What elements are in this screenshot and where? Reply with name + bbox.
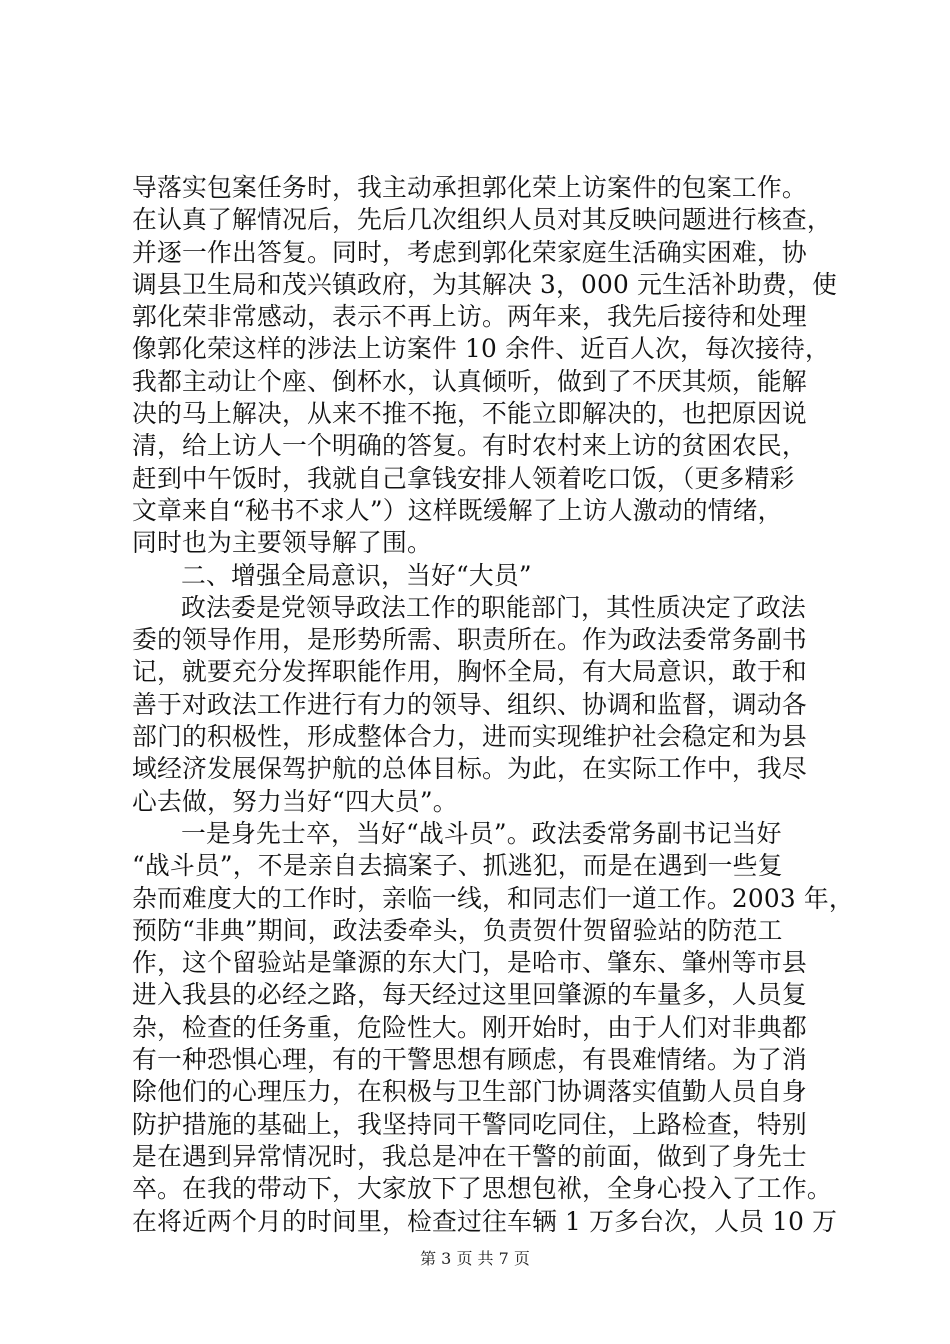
text-line: 心去做，努力当好“四大员”。	[132, 786, 458, 816]
text-line: 赶到中午饭时，我就自己拿钱安排人领着吃口饭，（更多精彩	[132, 463, 795, 493]
text-line: 文章来自“秘书不求人”）这样既缓解了上访人激动的情绪，	[132, 495, 783, 525]
text-line: 二、增强全局意识，当好“大员”	[181, 560, 532, 590]
text-line: 清，给上访人一个明确的答复。有时农村来上访的贫困农民，	[132, 431, 807, 461]
text-line: 进入我县的必经之路，每天经过这里回肇源的车量多，人员复	[132, 980, 807, 1010]
text-line: 我都主动让个座、倒杯水，认真倾听，做到了不厌其烦，能解	[132, 366, 807, 396]
text-line: 决的马上解决，从来不推不拖，不能立即解决的，也把原因说	[132, 399, 807, 429]
text-line: 是在遇到异常情况时，我总是冲在干警的前面，做到了身先士	[132, 1141, 807, 1171]
text-line: 在将近两个月的时间里，检查过往车辆 1 万多台次，人员 10 万	[132, 1206, 838, 1236]
text-line: 像郭化荣这样的涉法上访案件 10 余件、近百人次，每次接待，	[132, 334, 831, 364]
text-line: 同时也为主要领导解了围。	[132, 528, 432, 558]
text-line: 预防“非典”期间，政法委牵头，负责贺什贺留验站的防范工	[132, 915, 783, 945]
page-footer: 第 3 页 共 7 页	[420, 1249, 530, 1268]
text-line: 部门的积极性，形成整体合力，进而实现维护社会稳定和为县	[132, 722, 807, 752]
text-line: 导落实包案任务时，我主动承担郭化荣上访案件的包案工作。	[132, 173, 807, 202]
text-line: 调县卫生局和茂兴镇政府，为其解决 3，000 元生活补助费，使	[132, 269, 837, 299]
text-line: 作，这个留验站是肇源的东大门，是哈市、肇东、肇州等市县	[132, 948, 807, 978]
text-line: 委的领导作用，是形势所需、职责所在。作为政法委常务副书	[132, 625, 807, 655]
text-line: 在认真了解情况后，先后几次组织人员对其反映问题进行核查，	[132, 205, 832, 235]
text-line: 杂而难度大的工作时，亲临一线，和同志们一道工作。2003 年，	[132, 883, 854, 913]
text-line: 政法委是党领导政法工作的职能部门，其性质决定了政法	[181, 592, 806, 622]
text-line: 善于对政法工作进行有力的领导、组织、协调和监督，调动各	[132, 689, 807, 719]
text-line: “战斗员”，不是亲自去搞案子、抓逃犯，而是在遇到一些复	[132, 851, 783, 881]
text-line: 一是身先士卒，当好“战斗员”。政法委常务副书记当好	[181, 818, 782, 848]
text-line: 卒。在我的带动下，大家放下了思想包袱，全身心投入了工作。	[132, 1174, 832, 1204]
text-line: 杂，检查的任务重，危险性大。刚开始时，由于人们对非典都	[132, 1012, 807, 1042]
text-line: 有一种恐惧心理，有的干警思想有顾虑，有畏难情绪。为了消	[132, 1045, 807, 1075]
text-line: 记，就要充分发挥职能作用，胸怀全局，有大局意识，敢于和	[132, 657, 807, 687]
text-line: 域经济发展保驾护航的总体目标。为此，在实际工作中，我尽	[132, 754, 807, 784]
text-line: 防护措施的基础上，我坚持同干警同吃同住，上路检查，特别	[132, 1109, 807, 1139]
text-line: 并逐一作出答复。同时，考虑到郭化荣家庭生活确实困难，协	[132, 237, 807, 267]
body-text	[132, 172, 854, 1238]
text-line: 郭化荣非常感动，表示不再上访。两年来，我先后接待和处理	[132, 302, 807, 332]
text-line: 除他们的心理压力，在积极与卫生部门协调落实值勤人员自身	[132, 1077, 807, 1107]
